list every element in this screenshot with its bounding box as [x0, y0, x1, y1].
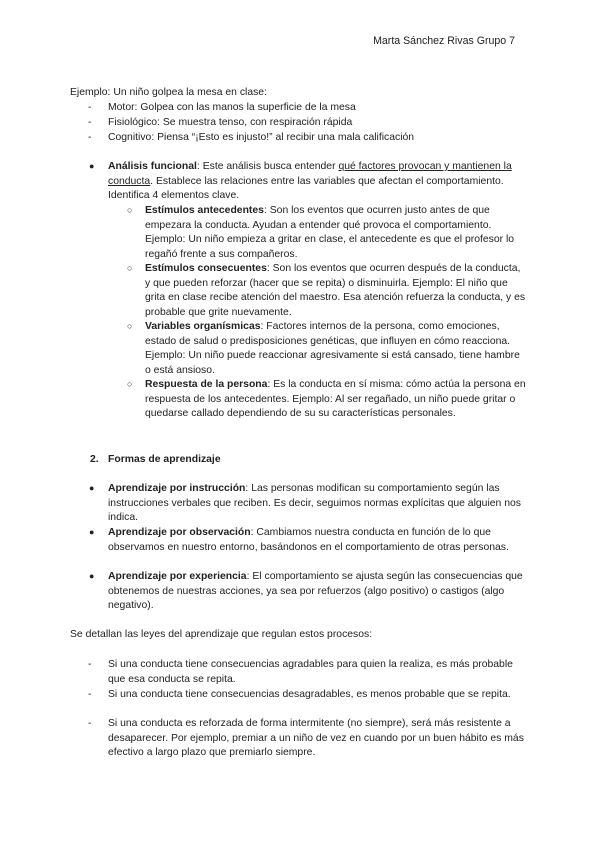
laws-intro: Se detallan las leyes del aprendizaje que regulan estos procesos: [70, 629, 373, 640]
law-item-2: - Si una conducta tiene consecuencias desagradables, es menos probable que se repita. [108, 688, 526, 703]
example-item-cognitivo: - Cognitivo: Piensa “¡Esto es injusto!” al recibir una mala calificación [108, 131, 526, 146]
section-2-heading [90, 453, 221, 468]
bullet-icon: ● [89, 161, 95, 171]
analisis-funcional: ● Análisis funcional: Este análisis busca entender qué factores provocan y mantienen la conducta. Establece las relaciones entre las variables que afectan el comportamiento. Identifica 4 elementos clave. [89, 161, 512, 202]
element-estimulos-consecuentes: ○ Estímulos consecuentes: Son los eventos que ocurren después de la conducta, y que pueden reforzar (hacer que se repita) o disminuirla. Ejemplo: El niño que grita en clase recibe atención del maestro. Esa atención refuerza la conducta, y es probable que grite nuevamente. [127, 263, 526, 318]
dash-icon: - [88, 689, 92, 700]
aprendizaje-instruccion: ● Aprendizaje por instrucción: Las personas modifican su comportamiento según las instrucciones verbales que reciben. Es decir, seguimos normas explícitas que alguien nos indica. [89, 483, 521, 524]
circle-bullet-icon: ○ [127, 379, 133, 389]
element-variables-organismicas: ○ Variables organísmicas: Factores internos de la persona, como emociones, estado de salud o predisposiciones genéticas, que influyen en cómo reacciona. Ejemplo: Un niño puede reaccionar agresivamente si está cansado, tiene hambre o está ansioso. [127, 321, 520, 376]
circle-bullet-icon: ○ [127, 321, 133, 331]
aprendizaje-experiencia: ● Aprendizaje por experiencia: El comportamiento se ajusta según las consecuencias que obtenemos de nuestras acciones, ya sea por refuerzos (algo positivo) o castigos (algo negativo). [89, 571, 523, 612]
element-respuesta-persona: ○ Respuesta de la persona: Es la conducta en sí misma: cómo actúa la persona en respuesta de los antecedentes. Ejemplo: Al ser regañado, un niño puede gritar o quedarse callado dependiendo de su su características personales. [127, 379, 526, 420]
circle-bullet-icon: ○ [127, 205, 133, 215]
page-header: Marta Sánchez Rivas Grupo 7 [373, 35, 515, 47]
circle-bullet-icon: ○ [127, 263, 133, 273]
example-item-fisiologico: - Fisiológico: Se muestra tenso, con respiración rápida [108, 116, 526, 131]
aprendizaje-observacion: ● Aprendizaje por observación: Cambiamos nuestra conducta en función de lo que observamos en nuestro entorno, basándonos en el comportamiento de otras personas. [89, 527, 509, 553]
law-item-1: - Si una conducta tiene consecuencias agradables para quien la realiza, es más probable que esa conducta se repita. [88, 659, 513, 685]
dash-icon: - [88, 659, 92, 670]
element-estimulos-antecedentes: ○ Estímulos antecedentes: Son los eventos que ocurren justo antes de que empezara la conducta. Ayudan a entender qué provoca el comportamiento. Ejemplo: Un niño empieza a gritar en clase, el antecedente es que el profesor lo regañó frente a sus compañeros. [127, 205, 515, 260]
dash-icon: - [88, 102, 92, 113]
bullet-icon: ● [89, 571, 95, 581]
dash-icon: - [88, 132, 92, 143]
dash-icon: - [88, 718, 92, 729]
dash-icon: - [88, 117, 92, 128]
example-item-motor: - Motor: Golpea con las manos la superficie de la mesa [108, 101, 526, 116]
section-title: Formas de aprendizaje [108, 454, 221, 465]
bullet-icon: ● [89, 483, 95, 493]
section-number: 2. [90, 454, 99, 465]
example-intro: Ejemplo: Un niño golpea la mesa en clase: [70, 87, 267, 98]
bullet-icon: ● [89, 527, 95, 537]
law-item-3: - Si una conducta es reforzada de forma intermitente (no siempre), será más resistente a desaparecer. Por ejemplo, premiar a un niño de vez en cuando por un buen hábito es más efectivo a largo plazo que premiarlo siempre. [88, 718, 524, 759]
analisis-underlined-phrase: qué factores provocan y mantienen la conducta [108, 161, 512, 187]
